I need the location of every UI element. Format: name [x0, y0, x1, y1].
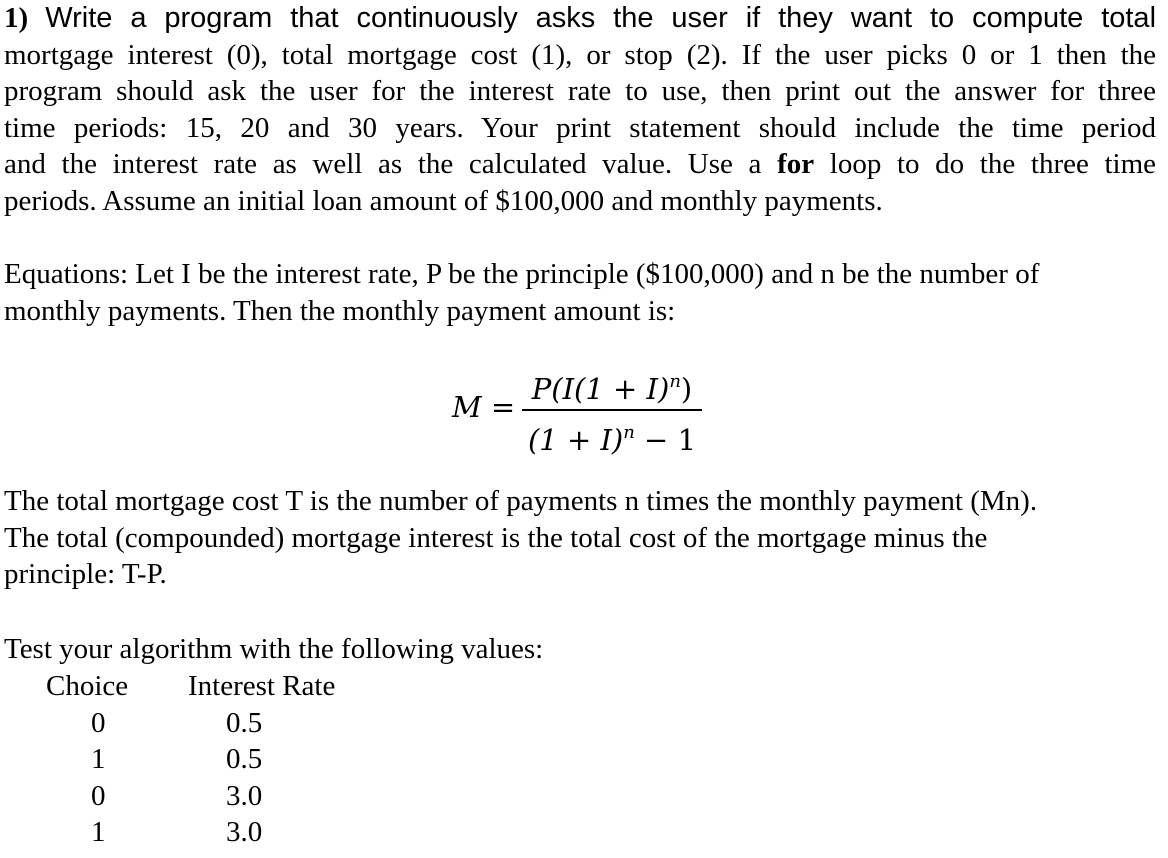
equations-intro	[4, 256, 1156, 329]
column-header-interest-rate: Interest Rate	[188, 670, 336, 702]
rate-cell: 3.0	[226, 779, 263, 812]
equation-denominator	[522, 415, 702, 458]
equation-fraction	[522, 364, 702, 458]
total-cost-line-2: The total (compounded) mortgage interest is the total cost of the mortgage minus the	[4, 521, 988, 554]
total-cost-paragraph	[4, 483, 1156, 593]
problem-line-1	[4, 0, 1156, 37]
equations-line-2: monthly payments. Then the monthly payment amount is:	[4, 294, 676, 327]
problem-line-1-text: Write a program that continuously asks the user if they want to compute total	[45, 2, 1157, 34]
choice-cell: 0	[91, 706, 106, 739]
for-keyword: for	[777, 148, 815, 180]
monthly-payment-equation	[452, 364, 712, 457]
numerator-base: P(I(1 + I)	[531, 372, 670, 406]
problem-line-3: program should ask the user for the interest rate to use, then print out the answer for three	[4, 75, 1156, 107]
problem-line-2: mortgage interest (0), total mortgage cost (1), or stop (2). If the user picks 0 or 1 then the	[4, 38, 1156, 71]
equations-line-1: Equations: Let I be the interest rate, P be the principle ($100,000) and n be the number of	[4, 258, 1040, 290]
total-cost-line-3: principle: T-P.	[4, 558, 167, 590]
equation-lhs	[452, 390, 515, 424]
numerator-exponent: n	[669, 371, 681, 392]
equation-var-m: M	[452, 390, 482, 424]
rate-cell: 3.0	[226, 816, 263, 848]
fraction-bar	[522, 409, 702, 411]
problem-line-6: periods. Assume an initial loan amount of $100,000 and monthly payments.	[4, 184, 883, 217]
rate-cell: 0.5	[226, 706, 263, 739]
table-row	[46, 705, 335, 742]
table-row	[46, 741, 335, 778]
total-cost-line-1: The total mortgage cost T is the number of payments n times the monthly payment (Mn).	[4, 485, 1038, 517]
equation-equals: =	[490, 390, 516, 424]
problem-line-5	[4, 146, 1156, 183]
denominator-base: (1 + I)	[527, 423, 624, 457]
test-heading	[4, 631, 1156, 668]
rate-cell: 0.5	[226, 743, 263, 775]
problem-line-4: time periods: 15, 20 and 30 years. Your print statement should include the time period	[4, 111, 1156, 144]
table-row	[46, 814, 335, 851]
denominator-minus-one: − 1	[634, 423, 697, 457]
table-row	[46, 778, 335, 815]
table-header-row	[46, 668, 335, 705]
denominator-exponent: n	[623, 422, 635, 443]
choice-cell: 1	[91, 816, 106, 848]
test-heading-text: Test your algorithm with the following values:	[4, 633, 544, 665]
problem-line-5-start: and the interest rate as well as the calculated value. Use a	[4, 148, 762, 180]
equation-numerator	[522, 364, 702, 407]
choice-cell: 1	[91, 743, 106, 775]
problem-number: 1)	[4, 2, 29, 34]
column-header-choice: Choice	[46, 670, 129, 702]
choice-cell: 0	[91, 779, 106, 812]
test-values-table	[46, 668, 335, 851]
numerator-close: )	[680, 372, 693, 406]
problem-line-5-end: loop to do the three time	[829, 148, 1157, 180]
problem-statement	[4, 0, 1156, 219]
